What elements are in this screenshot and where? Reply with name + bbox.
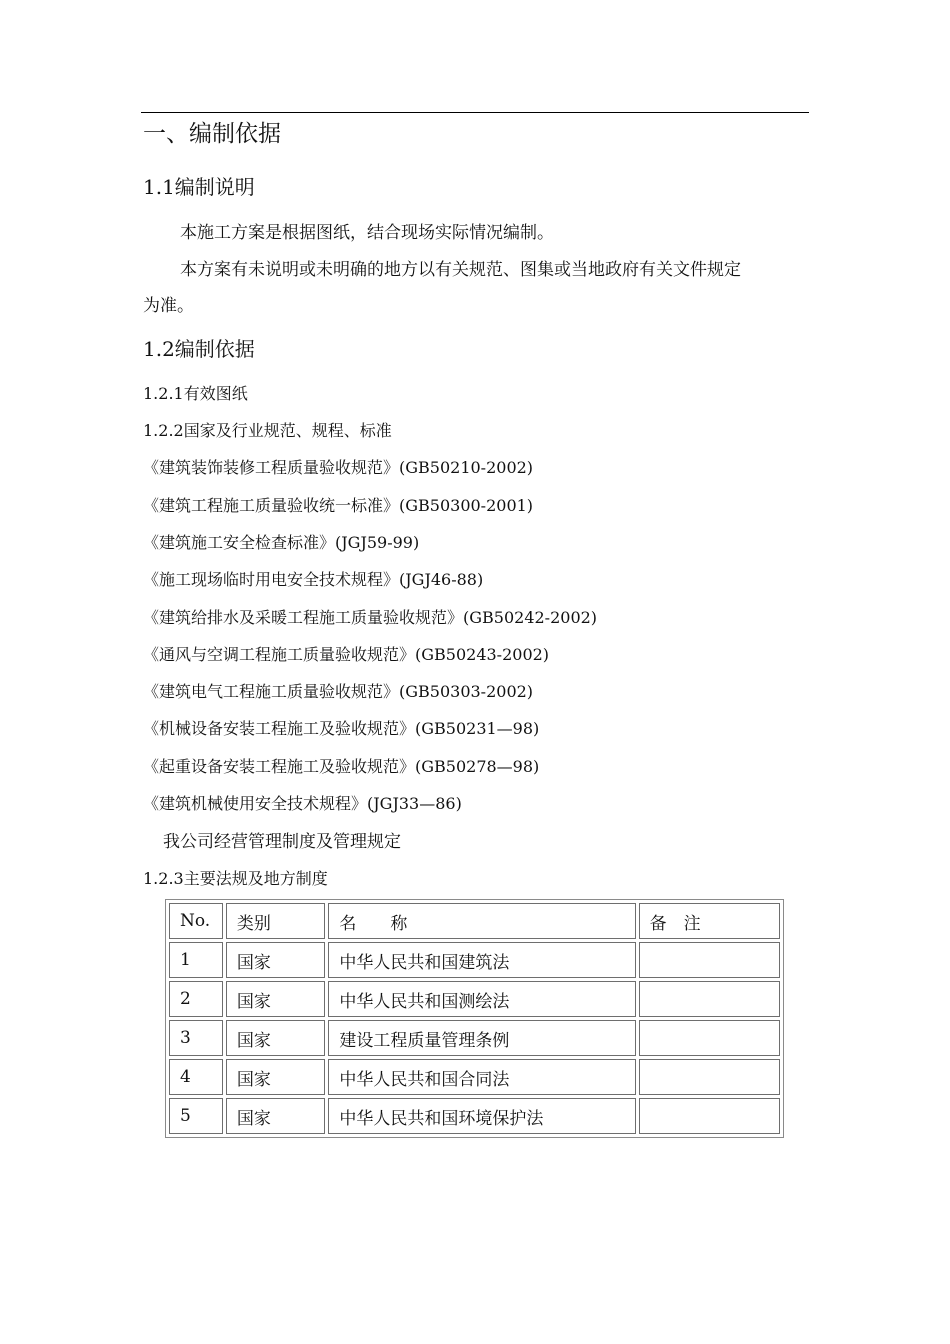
table-row: [169, 1098, 780, 1134]
subsection-1-2-2: 1.2.2国家及行业规范、规程、标准: [143, 421, 392, 440]
cell-category: 国家: [226, 1098, 326, 1134]
cell-category: 国家: [226, 981, 326, 1017]
paragraph-2-line-2: 为准。: [143, 296, 194, 316]
cell-category: 国家: [226, 1059, 326, 1095]
company-rules: 我公司经营管理制度及管理规定: [163, 832, 401, 852]
cell-name: 中华人民共和国环境保护法: [328, 1098, 635, 1134]
cell-name: 中华人民共和国建筑法: [328, 942, 635, 978]
standard-item: 《建筑机械使用安全技术规程》(JGJ33—86): [143, 794, 462, 813]
table-row: [169, 942, 780, 978]
header-name: 名 称: [328, 903, 635, 939]
header-no: No.: [169, 903, 223, 939]
section-1-1-title: 1.1编制说明: [143, 175, 255, 199]
laws-table: [165, 899, 784, 1138]
cell-no: 3: [169, 1020, 223, 1056]
cell-category: 国家: [226, 942, 326, 978]
subsection-1-2-1: 1.2.1有效图纸: [143, 384, 248, 403]
cell-no: 4: [169, 1059, 223, 1095]
standard-item: 《建筑工程施工质量验收统一标准》(GB50300-2001): [143, 496, 534, 515]
standard-item: 《建筑装饰装修工程质量验收规范》(GB50210-2002): [143, 458, 534, 477]
subsection-1-2-3: 1.2.3主要法规及地方制度: [143, 869, 328, 888]
cell-name: 建设工程质量管理条例: [328, 1020, 635, 1056]
heading-1: 一、编制依据: [143, 121, 281, 147]
cell-name: 中华人民共和国合同法: [328, 1059, 635, 1095]
cell-remarks: [639, 1098, 780, 1134]
standard-item: 《通风与空调工程施工质量验收规范》(GB50243-2002): [143, 645, 550, 664]
paragraph-1: 本施工方案是根据图纸，结合现场实际情况编制。: [180, 223, 554, 243]
cell-no: 5: [169, 1098, 223, 1134]
paragraph-2-line-1: 本方案有未说明或未明确的地方以有关规范、图集或当地政府有关文件规定: [180, 260, 741, 280]
standard-item: 《起重设备安装工程施工及验收规范》(GB50278—98): [143, 757, 540, 776]
cell-name: 中华人民共和国测绘法: [328, 981, 635, 1017]
table-row: [169, 981, 780, 1017]
cell-no: 2: [169, 981, 223, 1017]
cell-no: 1: [169, 942, 223, 978]
cell-remarks: [639, 981, 780, 1017]
header-category: 类别: [226, 903, 326, 939]
header-rule: [141, 112, 809, 113]
standard-item: 《机械设备安装工程施工及验收规范》(GB50231—98): [143, 719, 540, 738]
table-row: [169, 1020, 780, 1056]
cell-category: 国家: [226, 1020, 326, 1056]
cell-remarks: [639, 1059, 780, 1095]
standard-item: 《建筑给排水及采暖工程施工质量验收规范》(GB50242-2002): [143, 608, 598, 627]
table-header-row: [169, 903, 780, 939]
cell-remarks: [639, 1020, 780, 1056]
table-row: [169, 1059, 780, 1095]
standard-item: 《施工现场临时用电安全技术规程》(JGJ46-88): [143, 570, 484, 589]
section-1-2-title: 1.2编制依据: [143, 337, 255, 361]
standard-item: 《建筑电气工程施工质量验收规范》(GB50303-2002): [143, 682, 534, 701]
cell-remarks: [639, 942, 780, 978]
standard-item: 《建筑施工安全检查标准》(JGJ59-99): [143, 533, 420, 552]
header-remarks: 备 注: [639, 903, 780, 939]
